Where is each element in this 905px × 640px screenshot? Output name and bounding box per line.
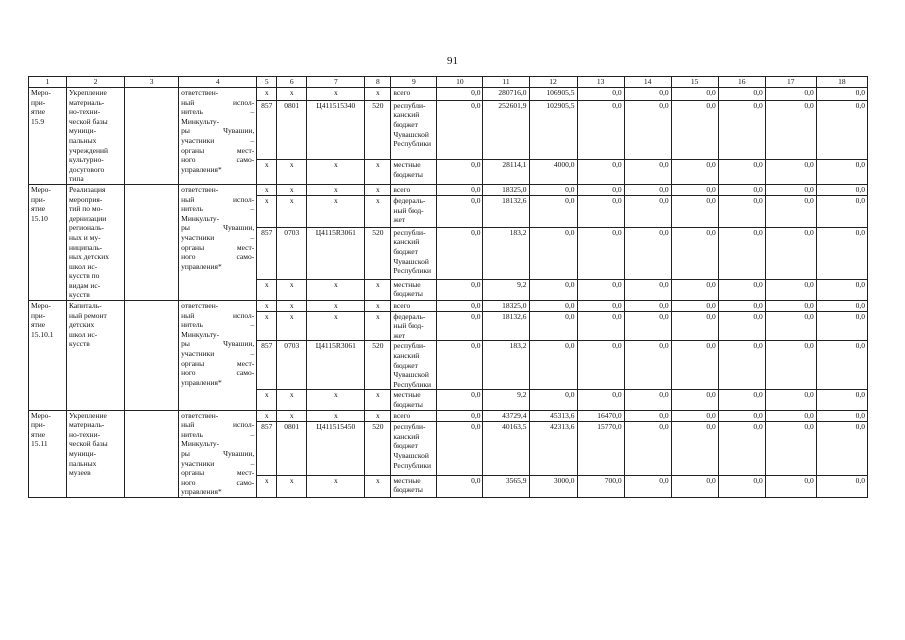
amount-cell: 0,0 bbox=[718, 341, 765, 390]
code-grbs-cell: x bbox=[257, 184, 277, 195]
code-section-cell: 0801 bbox=[277, 100, 307, 160]
amount-cell: 0,0 bbox=[624, 410, 671, 422]
amount-cell: 0,0 bbox=[624, 100, 671, 160]
column-number: 16 bbox=[718, 77, 765, 88]
amount-cell: 0,0 bbox=[718, 100, 765, 160]
amount-cell: 0,0 bbox=[624, 475, 671, 497]
amount-cell: 0,0 bbox=[765, 341, 816, 390]
amount-cell: 4000,0 bbox=[529, 160, 577, 185]
code-section-cell: x bbox=[277, 160, 307, 185]
funding-source-cell: всего bbox=[391, 410, 437, 422]
code-type-cell: x bbox=[365, 475, 391, 497]
amount-cell: 183,2 bbox=[483, 227, 529, 279]
code-type-cell: x bbox=[365, 279, 391, 300]
measure-description-cell: Капиталь- ный ремонт детских школ ис- кусств bbox=[67, 301, 125, 411]
amount-cell: 0,0 bbox=[671, 301, 718, 312]
amount-cell: 0,0 bbox=[765, 422, 816, 476]
amount-cell: 0,0 bbox=[671, 227, 718, 279]
amount-cell: 102905,5 bbox=[529, 100, 577, 160]
amount-cell: 0,0 bbox=[718, 279, 765, 300]
funding-source-cell: всего bbox=[391, 301, 437, 312]
measure-description-cell: Укрепление материаль- но-техни- ческой базы муници- пальных учреждений культурно- досугового типа bbox=[67, 88, 125, 185]
amount-cell: 0,0 bbox=[577, 196, 624, 228]
amount-cell: 0,0 bbox=[624, 227, 671, 279]
column-number: 6 bbox=[277, 77, 307, 88]
empty-cell bbox=[125, 184, 179, 300]
amount-cell: 0,0 bbox=[437, 410, 483, 422]
code-grbs-cell: x bbox=[257, 311, 277, 341]
amount-cell: 0,0 bbox=[437, 422, 483, 476]
amount-cell: 0,0 bbox=[671, 311, 718, 341]
amount-cell: 0,0 bbox=[671, 196, 718, 228]
column-number: 4 bbox=[179, 77, 257, 88]
amount-cell: 0,0 bbox=[624, 88, 671, 101]
funding-source-cell: федераль- ный бюд- жет bbox=[391, 196, 437, 228]
amount-cell: 0,0 bbox=[437, 196, 483, 228]
amount-cell: 0,0 bbox=[718, 88, 765, 101]
amount-cell: 0,0 bbox=[529, 390, 577, 410]
column-number: 10 bbox=[437, 77, 483, 88]
amount-cell: 0,0 bbox=[437, 341, 483, 390]
amount-cell: 0,0 bbox=[816, 422, 867, 476]
amount-cell: 0,0 bbox=[718, 196, 765, 228]
amount-cell: 0,0 bbox=[529, 227, 577, 279]
code-grbs-cell: x bbox=[257, 88, 277, 101]
amount-cell: 0,0 bbox=[624, 341, 671, 390]
amount-cell: 18132,6 bbox=[483, 311, 529, 341]
code-type-cell: 520 bbox=[365, 100, 391, 160]
amount-cell: 252601,9 bbox=[483, 100, 529, 160]
amount-cell: 0,0 bbox=[671, 390, 718, 410]
responsible-cell: ответствен- ный испол- нитель – Минкульту- ры Чувашии, участники – органы мест- ного само- управления* bbox=[179, 88, 257, 185]
amount-cell: 0,0 bbox=[718, 301, 765, 312]
amount-cell: 45313,6 bbox=[529, 410, 577, 422]
code-type-cell: x bbox=[365, 160, 391, 185]
amount-cell: 0,0 bbox=[816, 341, 867, 390]
amount-cell: 0,0 bbox=[437, 100, 483, 160]
amount-cell: 0,0 bbox=[671, 100, 718, 160]
amount-cell: 16470,0 bbox=[577, 410, 624, 422]
table-row bbox=[29, 301, 868, 312]
amount-cell: 0,0 bbox=[816, 410, 867, 422]
amount-cell: 0,0 bbox=[624, 422, 671, 476]
amount-cell: 0,0 bbox=[529, 341, 577, 390]
amount-cell: 0,0 bbox=[718, 227, 765, 279]
code-type-cell: x bbox=[365, 196, 391, 228]
code-type-cell: x bbox=[365, 311, 391, 341]
code-grbs-cell: 857 bbox=[257, 341, 277, 390]
amount-cell: 0,0 bbox=[718, 390, 765, 410]
amount-cell: 0,0 bbox=[765, 184, 816, 195]
code-section-cell: x bbox=[277, 196, 307, 228]
amount-cell: 0,0 bbox=[624, 279, 671, 300]
column-number: 13 bbox=[577, 77, 624, 88]
amount-cell: 0,0 bbox=[718, 311, 765, 341]
amount-cell: 0,0 bbox=[529, 301, 577, 312]
amount-cell: 0,0 bbox=[765, 410, 816, 422]
amount-cell: 0,0 bbox=[816, 390, 867, 410]
amount-cell: 3000,0 bbox=[529, 475, 577, 497]
amount-cell: 280716,0 bbox=[483, 88, 529, 101]
amount-cell: 15770,0 bbox=[577, 422, 624, 476]
funding-source-cell: местные бюджеты bbox=[391, 160, 437, 185]
funding-source-cell: республи- канский бюджет Чувашской Республики bbox=[391, 422, 437, 476]
amount-cell: 43729,4 bbox=[483, 410, 529, 422]
amount-cell: 0,0 bbox=[765, 311, 816, 341]
amount-cell: 0,0 bbox=[765, 279, 816, 300]
amount-cell: 0,0 bbox=[437, 475, 483, 497]
amount-cell: 0,0 bbox=[577, 88, 624, 101]
amount-cell: 18325,0 bbox=[483, 301, 529, 312]
amount-cell: 0,0 bbox=[577, 311, 624, 341]
code-target-cell: x bbox=[307, 301, 365, 312]
amount-cell: 18132,6 bbox=[483, 196, 529, 228]
amount-cell: 0,0 bbox=[816, 88, 867, 101]
amount-cell: 0,0 bbox=[624, 160, 671, 185]
amount-cell: 0,0 bbox=[437, 390, 483, 410]
amount-cell: 700,0 bbox=[577, 475, 624, 497]
amount-cell: 0,0 bbox=[577, 227, 624, 279]
amount-cell: 0,0 bbox=[577, 160, 624, 185]
column-number: 7 bbox=[307, 77, 365, 88]
amount-cell: 0,0 bbox=[671, 475, 718, 497]
amount-cell: 0,0 bbox=[816, 311, 867, 341]
code-section-cell: 0703 bbox=[277, 341, 307, 390]
amount-cell: 0,0 bbox=[437, 160, 483, 185]
column-number: 17 bbox=[765, 77, 816, 88]
amount-cell: 0,0 bbox=[671, 422, 718, 476]
code-section-cell: x bbox=[277, 311, 307, 341]
code-grbs-cell: x bbox=[257, 160, 277, 185]
column-number: 9 bbox=[391, 77, 437, 88]
amount-cell: 0,0 bbox=[624, 301, 671, 312]
funding-source-cell: республи- канский бюджет Чувашской Республики bbox=[391, 341, 437, 390]
amount-cell: 0,0 bbox=[718, 410, 765, 422]
amount-cell: 0,0 bbox=[816, 279, 867, 300]
amount-cell: 0,0 bbox=[437, 88, 483, 101]
code-grbs-cell: 857 bbox=[257, 227, 277, 279]
amount-cell: 0,0 bbox=[816, 196, 867, 228]
code-type-cell: 520 bbox=[365, 422, 391, 476]
amount-cell: 18325,0 bbox=[483, 184, 529, 195]
code-type-cell: x bbox=[365, 390, 391, 410]
amount-cell: 0,0 bbox=[671, 88, 718, 101]
code-type-cell: x bbox=[365, 88, 391, 101]
amount-cell: 42313,6 bbox=[529, 422, 577, 476]
page-number: 91 bbox=[447, 55, 458, 67]
amount-cell: 0,0 bbox=[577, 184, 624, 195]
column-number: 14 bbox=[624, 77, 671, 88]
measure-number-cell: Меро- при- ятие 15.9 bbox=[29, 88, 67, 185]
code-grbs-cell: x bbox=[257, 410, 277, 422]
code-grbs-cell: x bbox=[257, 301, 277, 312]
amount-cell: 0,0 bbox=[816, 160, 867, 185]
amount-cell: 0,0 bbox=[437, 301, 483, 312]
table-row bbox=[29, 88, 868, 101]
column-number: 5 bbox=[257, 77, 277, 88]
code-target-cell: x bbox=[307, 184, 365, 195]
code-section-cell: 0703 bbox=[277, 227, 307, 279]
measure-description-cell: Реализация мероприя- тий по мо- дернизации региональ- ных и му- ниципаль- ных детских школ ис- кусств по видам ис- кусств bbox=[67, 184, 125, 300]
funding-source-cell: республи- канский бюджет Чувашской Республики bbox=[391, 100, 437, 160]
amount-cell: 0,0 bbox=[437, 279, 483, 300]
amount-cell: 0,0 bbox=[529, 311, 577, 341]
table-body bbox=[29, 88, 868, 498]
responsible-cell: ответствен- ный испол- нитель – Минкульту- ры Чувашии, участники – органы мест- ного само- управления* bbox=[179, 184, 257, 300]
column-number: 18 bbox=[816, 77, 867, 88]
amount-cell: 0,0 bbox=[437, 227, 483, 279]
column-number: 1 bbox=[29, 77, 67, 88]
code-section-cell: x bbox=[277, 184, 307, 195]
empty-cell bbox=[125, 410, 179, 497]
amount-cell: 0,0 bbox=[577, 341, 624, 390]
column-number: 3 bbox=[125, 77, 179, 88]
budget-table bbox=[28, 76, 868, 498]
code-target-cell: Ц411515450 bbox=[307, 422, 365, 476]
amount-cell: 183,2 bbox=[483, 341, 529, 390]
amount-cell: 0,0 bbox=[765, 475, 816, 497]
code-target-cell: x bbox=[307, 196, 365, 228]
amount-cell: 0,0 bbox=[671, 279, 718, 300]
amount-cell: 0,0 bbox=[624, 311, 671, 341]
amount-cell: 0,0 bbox=[816, 475, 867, 497]
code-type-cell: x bbox=[365, 184, 391, 195]
amount-cell: 0,0 bbox=[437, 184, 483, 195]
code-target-cell: x bbox=[307, 410, 365, 422]
amount-cell: 0,0 bbox=[718, 160, 765, 185]
amount-cell: 0,0 bbox=[765, 227, 816, 279]
code-section-cell: x bbox=[277, 475, 307, 497]
amount-cell: 0,0 bbox=[718, 422, 765, 476]
code-section-cell: 0801 bbox=[277, 422, 307, 476]
funding-source-cell: республи- канский бюджет Чувашской Республики bbox=[391, 227, 437, 279]
amount-cell: 9,2 bbox=[483, 390, 529, 410]
table-row bbox=[29, 184, 868, 195]
code-target-cell: Ц4115R3061 bbox=[307, 227, 365, 279]
code-target-cell: x bbox=[307, 475, 365, 497]
column-number: 11 bbox=[483, 77, 529, 88]
amount-cell: 0,0 bbox=[529, 184, 577, 195]
funding-source-cell: местные бюджеты bbox=[391, 390, 437, 410]
code-target-cell: Ц411515340 bbox=[307, 100, 365, 160]
funding-source-cell: федераль- ный бюд- жет bbox=[391, 311, 437, 341]
amount-cell: 40163,5 bbox=[483, 422, 529, 476]
code-section-cell: x bbox=[277, 410, 307, 422]
code-type-cell: x bbox=[365, 410, 391, 422]
code-grbs-cell: x bbox=[257, 475, 277, 497]
amount-cell: 0,0 bbox=[765, 88, 816, 101]
code-section-cell: x bbox=[277, 88, 307, 101]
measure-number-cell: Меро- при- ятие 15.10.1 bbox=[29, 301, 67, 411]
amount-cell: 0,0 bbox=[765, 301, 816, 312]
amount-cell: 0,0 bbox=[816, 184, 867, 195]
column-number: 12 bbox=[529, 77, 577, 88]
code-grbs-cell: 857 bbox=[257, 422, 277, 476]
code-grbs-cell: x bbox=[257, 390, 277, 410]
amount-cell: 0,0 bbox=[671, 184, 718, 195]
code-target-cell: Ц4115R3061 bbox=[307, 341, 365, 390]
amount-cell: 0,0 bbox=[816, 301, 867, 312]
amount-cell: 0,0 bbox=[765, 100, 816, 160]
amount-cell: 106905,5 bbox=[529, 88, 577, 101]
code-type-cell: 520 bbox=[365, 227, 391, 279]
amount-cell: 0,0 bbox=[577, 301, 624, 312]
column-number: 8 bbox=[365, 77, 391, 88]
responsible-cell: ответствен- ный испол- нитель – Минкульту- ры Чувашии, участники – органы мест- ного само- управления* bbox=[179, 410, 257, 497]
amount-cell: 0,0 bbox=[529, 279, 577, 300]
code-target-cell: x bbox=[307, 279, 365, 300]
empty-cell bbox=[125, 301, 179, 411]
column-number-row bbox=[29, 77, 868, 88]
code-section-cell: x bbox=[277, 390, 307, 410]
amount-cell: 0,0 bbox=[577, 100, 624, 160]
amount-cell: 0,0 bbox=[718, 475, 765, 497]
measure-description-cell: Укрепление материаль- но-техни- ческой базы муници- пальных музеев bbox=[67, 410, 125, 497]
amount-cell: 9,2 bbox=[483, 279, 529, 300]
amount-cell: 0,0 bbox=[577, 390, 624, 410]
funding-source-cell: местные бюджеты bbox=[391, 475, 437, 497]
amount-cell: 0,0 bbox=[765, 196, 816, 228]
code-grbs-cell: x bbox=[257, 279, 277, 300]
code-type-cell: 520 bbox=[365, 341, 391, 390]
amount-cell: 0,0 bbox=[671, 341, 718, 390]
amount-cell: 3565,9 bbox=[483, 475, 529, 497]
amount-cell: 0,0 bbox=[765, 160, 816, 185]
code-target-cell: x bbox=[307, 390, 365, 410]
column-number: 2 bbox=[67, 77, 125, 88]
amount-cell: 0,0 bbox=[624, 196, 671, 228]
amount-cell: 0,0 bbox=[765, 390, 816, 410]
amount-cell: 0,0 bbox=[624, 390, 671, 410]
code-grbs-cell: x bbox=[257, 196, 277, 228]
measure-number-cell: Меро- при- ятие 15.10 bbox=[29, 184, 67, 300]
funding-source-cell: всего bbox=[391, 88, 437, 101]
code-target-cell: x bbox=[307, 160, 365, 185]
code-section-cell: x bbox=[277, 301, 307, 312]
amount-cell: 0,0 bbox=[816, 227, 867, 279]
amount-cell: 0,0 bbox=[816, 100, 867, 160]
amount-cell: 28114,1 bbox=[483, 160, 529, 185]
table-row bbox=[29, 410, 868, 422]
code-type-cell: x bbox=[365, 301, 391, 312]
amount-cell: 0,0 bbox=[437, 311, 483, 341]
code-grbs-cell: 857 bbox=[257, 100, 277, 160]
amount-cell: 0,0 bbox=[624, 184, 671, 195]
amount-cell: 0,0 bbox=[529, 196, 577, 228]
measure-number-cell: Меро- при- ятие 15.11 bbox=[29, 410, 67, 497]
empty-cell bbox=[125, 88, 179, 185]
funding-source-cell: всего bbox=[391, 184, 437, 195]
amount-cell: 0,0 bbox=[671, 410, 718, 422]
code-target-cell: x bbox=[307, 88, 365, 101]
code-section-cell: x bbox=[277, 279, 307, 300]
responsible-cell: ответствен- ный испол- нитель – Минкульту- ры Чувашии, участники – органы мест- ного само- управления* bbox=[179, 301, 257, 411]
amount-cell: 0,0 bbox=[671, 160, 718, 185]
amount-cell: 0,0 bbox=[577, 279, 624, 300]
amount-cell: 0,0 bbox=[718, 184, 765, 195]
funding-source-cell: местные бюджеты bbox=[391, 279, 437, 300]
code-target-cell: x bbox=[307, 311, 365, 341]
column-number: 15 bbox=[671, 77, 718, 88]
